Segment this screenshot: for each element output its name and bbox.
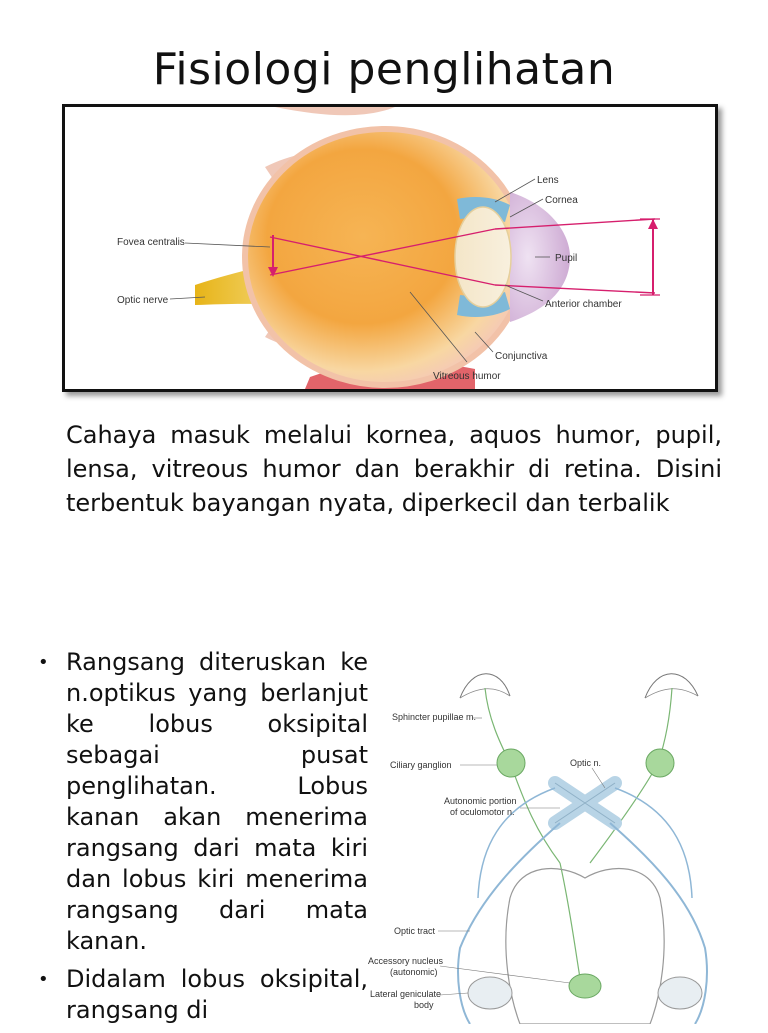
visual-pathway-figure: [360, 648, 760, 1024]
bullet-text: Rangsang diteruskan ke n.optikus yang berlanjut ke lobus oksipital sebagai pusat penglihatan. Lobus kanan akan menerima rangsang dari mata kiri dan lobus kiri menerima rangsang dari mata kanan.: [66, 648, 368, 955]
green-descending: [560, 863, 580, 978]
object-arrowhead: [648, 219, 658, 229]
label-optic-n: Optic n.: [570, 758, 602, 768]
accessory-nucleus: [569, 974, 601, 998]
bullet-item: [38, 647, 368, 957]
label-lateral-1: Lateral geniculate: [370, 989, 442, 999]
label-accessory-2: (autonomic): [390, 967, 438, 977]
label-autonomic-2: of oculomotor n.: [450, 807, 515, 817]
page-title: Fisiologi penglihatan: [152, 44, 616, 95]
label-accessory-1: Accessory nucleus: [368, 956, 444, 966]
label-autonomic-1: Autonomic portion: [444, 796, 517, 806]
optic-chiasm-outline: [555, 783, 615, 823]
label-conjunctiva: Conjunctiva: [495, 351, 548, 362]
label-pupil: Pupil: [555, 253, 578, 264]
bullet-dot: •: [38, 969, 49, 990]
description-paragraph: Cahaya masuk melalui kornea, aquos humor, pupil, lensa, vitreous humor dan berakhir di retina. Disini terbentuk bayangan nyata, diperkecil dan terbalik: [66, 421, 722, 517]
label-cornea: Cornea: [545, 195, 578, 206]
accessory-leader: [440, 966, 570, 983]
left-lateral-geniculate: [468, 977, 512, 1009]
right-outer-tract: [615, 788, 692, 898]
label-optic-nerve: Optic nerve: [117, 295, 169, 306]
label-ciliary: Ciliary ganglion: [390, 760, 452, 770]
right-ciliary-ganglion: [646, 749, 674, 777]
label-anterior-chamber: Anterior chamber: [545, 299, 622, 310]
bullet-item: [38, 964, 368, 1026]
brainstem-outline: [506, 868, 664, 1024]
label-lens: Lens: [537, 175, 559, 186]
bullet-text: Didalam lobus oksipital, rangsang di: [66, 965, 368, 1024]
label-vitreous: Vitreous humor: [433, 371, 501, 382]
eye-anatomy-figure: [62, 104, 718, 392]
right-lateral-geniculate: [658, 977, 702, 1009]
upper-tissue: [275, 107, 395, 115]
lateral-leader: [440, 993, 468, 995]
label-optic-tract: Optic tract: [394, 926, 436, 936]
eye-anatomy-diagram: [65, 107, 715, 389]
label-sphincter: Sphincter pupillae m.: [392, 712, 477, 722]
lens-shape: [455, 207, 511, 307]
bullet-dot: •: [38, 652, 49, 673]
bullet-list: [38, 647, 368, 1033]
label-lateral-2: body: [414, 1000, 434, 1010]
label-fovea: Fovea centralis: [117, 237, 185, 248]
left-green-nerve: [485, 688, 560, 863]
visual-pathway-diagram: [360, 648, 760, 1024]
optic-n-leader: [592, 768, 605, 788]
left-ciliary-ganglion: [497, 749, 525, 777]
